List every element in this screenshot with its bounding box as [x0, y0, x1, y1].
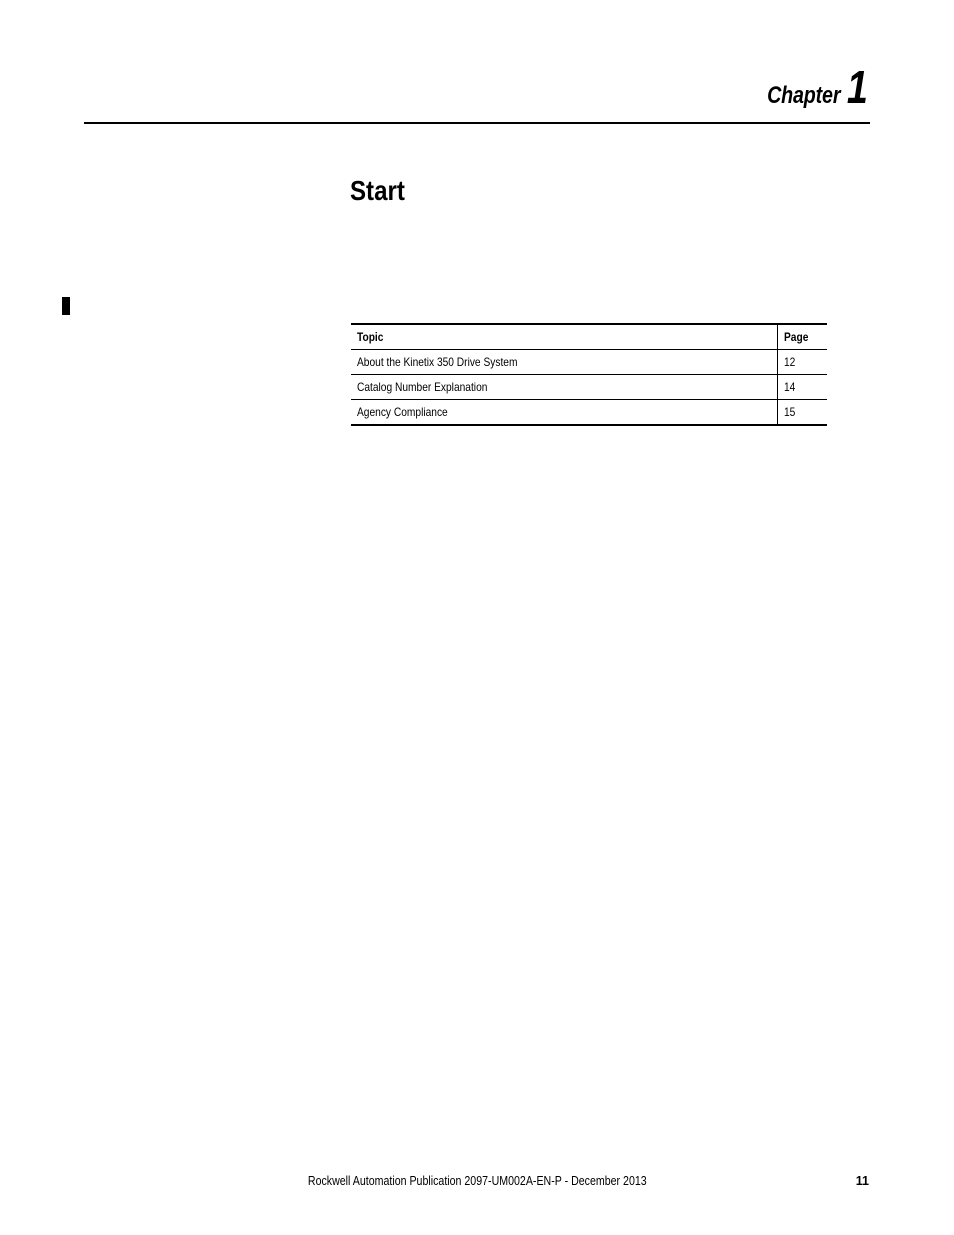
chapter-number: 1 [847, 61, 868, 113]
page-cell: 14 [778, 375, 828, 400]
topic-cell: Catalog Number Explanation [351, 375, 778, 400]
chapter-divider [84, 122, 870, 124]
page-title: Start [350, 175, 405, 206]
change-bar-marker [62, 297, 70, 315]
table-row [351, 375, 827, 400]
topic-table [351, 323, 827, 426]
footer-publication-text: Rockwell Automation Publication 2097-UM002A-EN-P - December 2013 [307, 1174, 647, 1188]
page-cell: 15 [778, 400, 828, 426]
page-number: 11 [855, 1174, 869, 1188]
table-row [351, 400, 827, 426]
topic-cell: Agency Compliance [351, 400, 778, 426]
page-cell: 12 [778, 350, 828, 375]
page-column-header: Page [778, 324, 828, 350]
table-header-row [351, 324, 827, 350]
topic-column-header: Topic [351, 324, 778, 350]
table-row [351, 350, 827, 375]
topic-cell: About the Kinetix 350 Drive System [351, 350, 778, 375]
chapter-label: Chapter [767, 82, 841, 109]
footer-publication [0, 1174, 954, 1188]
chapter-heading [767, 61, 868, 113]
